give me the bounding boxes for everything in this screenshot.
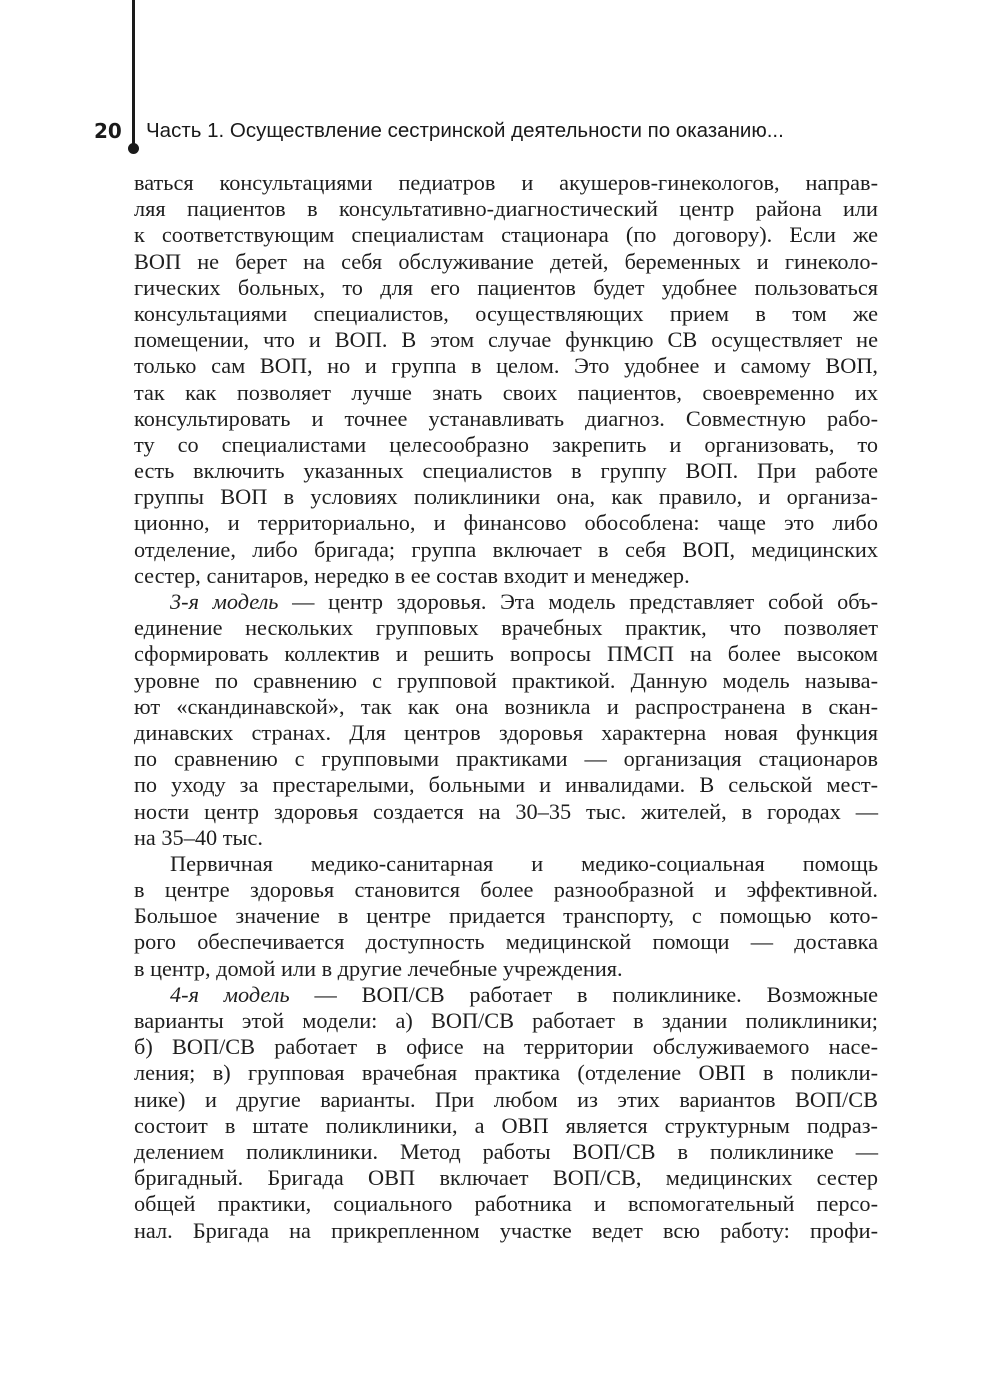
- model-label: 3-я модель: [170, 589, 279, 614]
- text-line: сформировать коллектив и решить вопросы ПМСП на более высоком: [134, 641, 878, 667]
- page-number: 20: [94, 119, 122, 143]
- text-line: консультациями специалистов, осуществляющих прием в том же: [134, 300, 878, 326]
- text-line: ления; в) групповая врачебная практика (отделение ОВП в поликли-: [134, 1060, 878, 1086]
- text-line: делением поликлиники. Метод работы ВОП/СВ в поликлинике —: [134, 1138, 878, 1164]
- text-line: динавских странах. Для центров здоровья характерна новая функция: [134, 719, 878, 745]
- text-line: рого обеспечивается доступность медицинской помощи — доставка: [134, 929, 878, 955]
- text-line: нике) и другие варианты. При любом из этих вариантов ВОП/СВ: [134, 1086, 878, 1112]
- text-line: ности центр здоровья создается на 30–35 тыс. жителей, в городах —: [134, 798, 878, 824]
- text-line: нал. Бригада на прикрепленном участке ведет всю работу: профи-: [134, 1217, 878, 1243]
- model-label: 4-я модель: [170, 981, 290, 1007]
- running-head: Часть 1. Осуществление сестринской деятельности по оказанию...: [146, 119, 784, 142]
- text-line: на 35–40 тыс.: [134, 824, 263, 850]
- text-line: в центре здоровья становится более разнообразной и эффективной.: [134, 877, 878, 903]
- text-line: общей практики, социального работника и вспомогательный персо-: [134, 1191, 878, 1217]
- text-line: ту со специалистами целесообразно закрепить и организовать, то: [134, 431, 878, 457]
- text-line: единение нескольких групповых врачебных практик, что позволяет: [134, 615, 878, 641]
- text-line-first: Первичная медико-санитарная и медико-социальная помощь: [170, 850, 878, 876]
- text-line: отделение, либо бригада; группа включает в себя ВОП, медицинских: [134, 536, 878, 562]
- text-line: ляя пациентов в консультативно-диагностический центр района или: [134, 196, 878, 222]
- body-text: [134, 170, 878, 1244]
- text-line: так как позволяет лучше знать своих пациентов, своевременно их: [134, 379, 878, 405]
- text-line: только сам ВОП, но и группа в целом. Это удобнее и самому ВОП,: [134, 353, 878, 379]
- text-line: ваться консультациями педиатров и акушеров-гинекологов, направ-: [134, 170, 878, 195]
- text-line-first: [134, 589, 878, 615]
- text-line: бригадный. Бригада ОВП включает ВОП/СВ, медицинских сестер: [134, 1165, 878, 1191]
- text-line: состоит в штате поликлиники, а ОВП является структурным подраз-: [134, 1112, 878, 1138]
- text-line: ют «скандинавской», так как она возникла и распространена в скан-: [134, 693, 878, 719]
- text-line: ционно, и территориально, и финансово обособлена: чаще это либо: [134, 510, 878, 536]
- text-line-first: [134, 982, 878, 1008]
- text-line: ВОП не берет на себя обслуживание детей, беременных и гинеколо-: [134, 248, 878, 274]
- paragraph-1: [134, 170, 878, 589]
- text-line: сестер, санитаров, нередко в ее состав входит и менеджер.: [134, 562, 690, 588]
- text-line: гических больных, то для его пациентов будет удобнее пользоваться: [134, 274, 878, 300]
- paragraph-model-4: [134, 982, 878, 1244]
- text-line: в центр, домой или в другие лечебные учреждения.: [134, 955, 623, 981]
- paragraph-3: [134, 851, 878, 982]
- text-line: группы ВОП в условиях поликлиники она, как правило, и организа-: [134, 484, 878, 510]
- text-run: — центр здоровья. Эта модель представляет собой объ-: [278, 589, 878, 614]
- text-line: б) ВОП/СВ работает в офисе на территории обслуживаемого насе-: [134, 1034, 878, 1060]
- text-line: по уходу за престарелыми, больными и инвалидами. В сельской мест-: [134, 772, 878, 798]
- text-line: по сравнению с групповыми практиками — организация стационаров: [134, 746, 878, 772]
- text-line: есть включить указанных специалистов в группу ВОП. При работе: [134, 458, 878, 484]
- text-line: уровне по сравнению с групповой практикой. Данную модель называ-: [134, 667, 878, 693]
- paragraph-model-3: [134, 589, 878, 851]
- text-line: варианты этой модели: а) ВОП/СВ работает в здании поликлиники;: [134, 1008, 878, 1033]
- text-run: — ВОП/СВ работает в поликлинике. Возможные: [289, 981, 878, 1007]
- text-line: Большое значение в центре придается транспорту, с помощью кото-: [134, 903, 878, 929]
- header-rule-dot: [128, 143, 139, 154]
- text-line: к соответствующим специалистам стационара (по договору). Если же: [134, 222, 878, 248]
- text-line: помещении, что и ВОП. В этом случае функцию СВ осуществляет не: [134, 327, 878, 353]
- header-vertical-rule: [132, 0, 135, 150]
- text-line: консультировать и точнее устанавливать диагноз. Совместную рабо-: [134, 405, 878, 431]
